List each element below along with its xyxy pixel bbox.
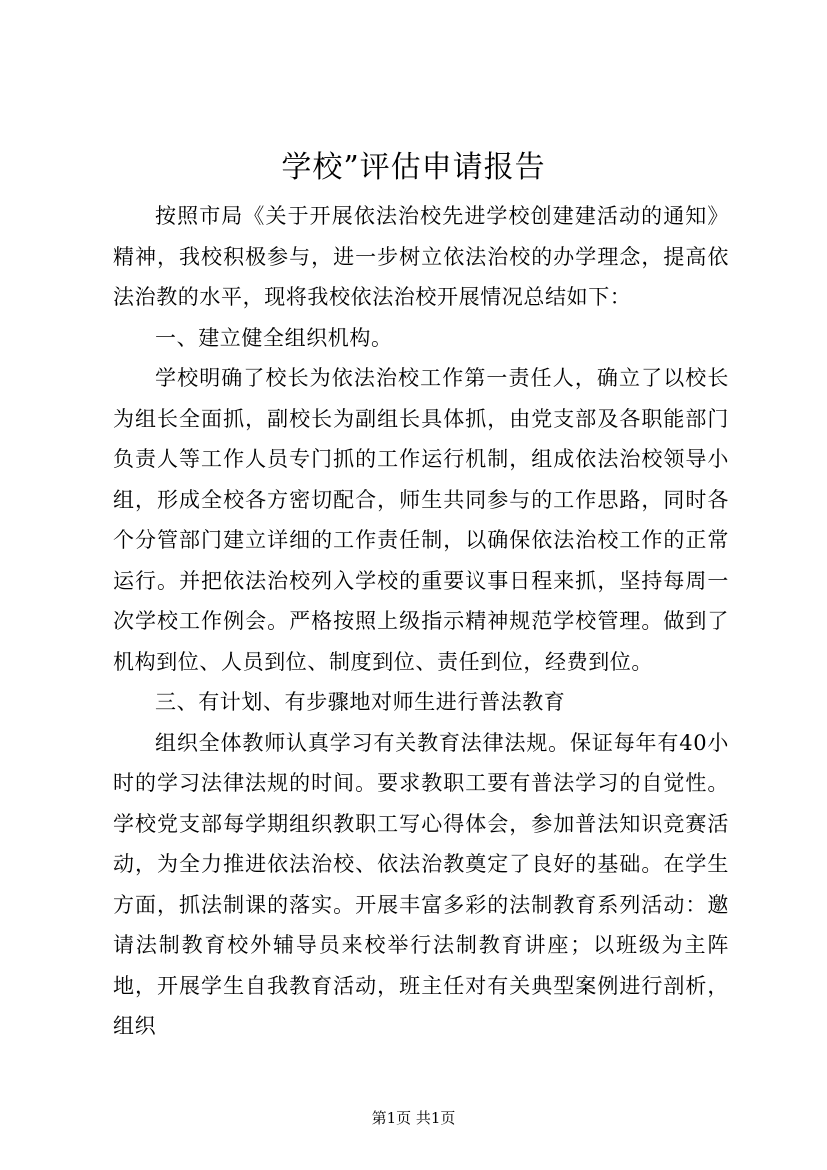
section-heading-legal-education: 三、有计划、有步骤地对师生进行普法教育 — [155, 690, 566, 714]
document-body — [113, 196, 729, 1047]
paragraph-legal-education: 组织全体教师认真学习有关教育法律法规。保证每年有40小时的学习法律法规的时间。要求教职工要有普法学习的自觉性。学校党支部每学期组织教职工写心得体会，参加普法知识竞赛活动，为全力推进依法治校、依法治教奠定了良好的基础。在学生方面，抓法制课的落实。开展丰富多彩的法制教育系列活动：邀请法制教育校外辅导员来校举行法制教育讲座；以班级为主阵地，开展学生自我教育活动，班主任对有关典型案例进行剖析，组织 — [113, 730, 729, 1038]
page-footer: 第1页 共1页 — [371, 1109, 456, 1127]
paragraph-organization: 学校明确了校长为依法治校工作第一责任人，确立了以校长为组长全面抓，副校长为副组长具体抓，由党支部及各职能部门负责人等工作人员专门抓的工作运行机制，组成依法治校领导小组，形成全校各方密切配合，师生共同参与的工作思路，同时各个分管部门建立详细的工作责任制，以确保依法治校工作的正常运行。并把依法治校列入学校的重要议事日程来抓，坚持每周一次学校工作例会。严格按照上级指示精神规范学校管理。做到了机构到位、人员到位、制度到位、责任到位，经费到位。 — [113, 366, 729, 674]
document-title: 学校”评估申请报告 — [281, 150, 546, 185]
section-heading-organization: 一、建立健全组织机构。 — [155, 325, 393, 350]
paragraph-intro: 按照市局《关于开展依法治校先进学校创建建活动的通知》精神，我校积极参与，进一步树立依法治校的办学理念，提高依法治教的水平，现将我校依法治校开展情况总结如下： — [113, 204, 729, 309]
